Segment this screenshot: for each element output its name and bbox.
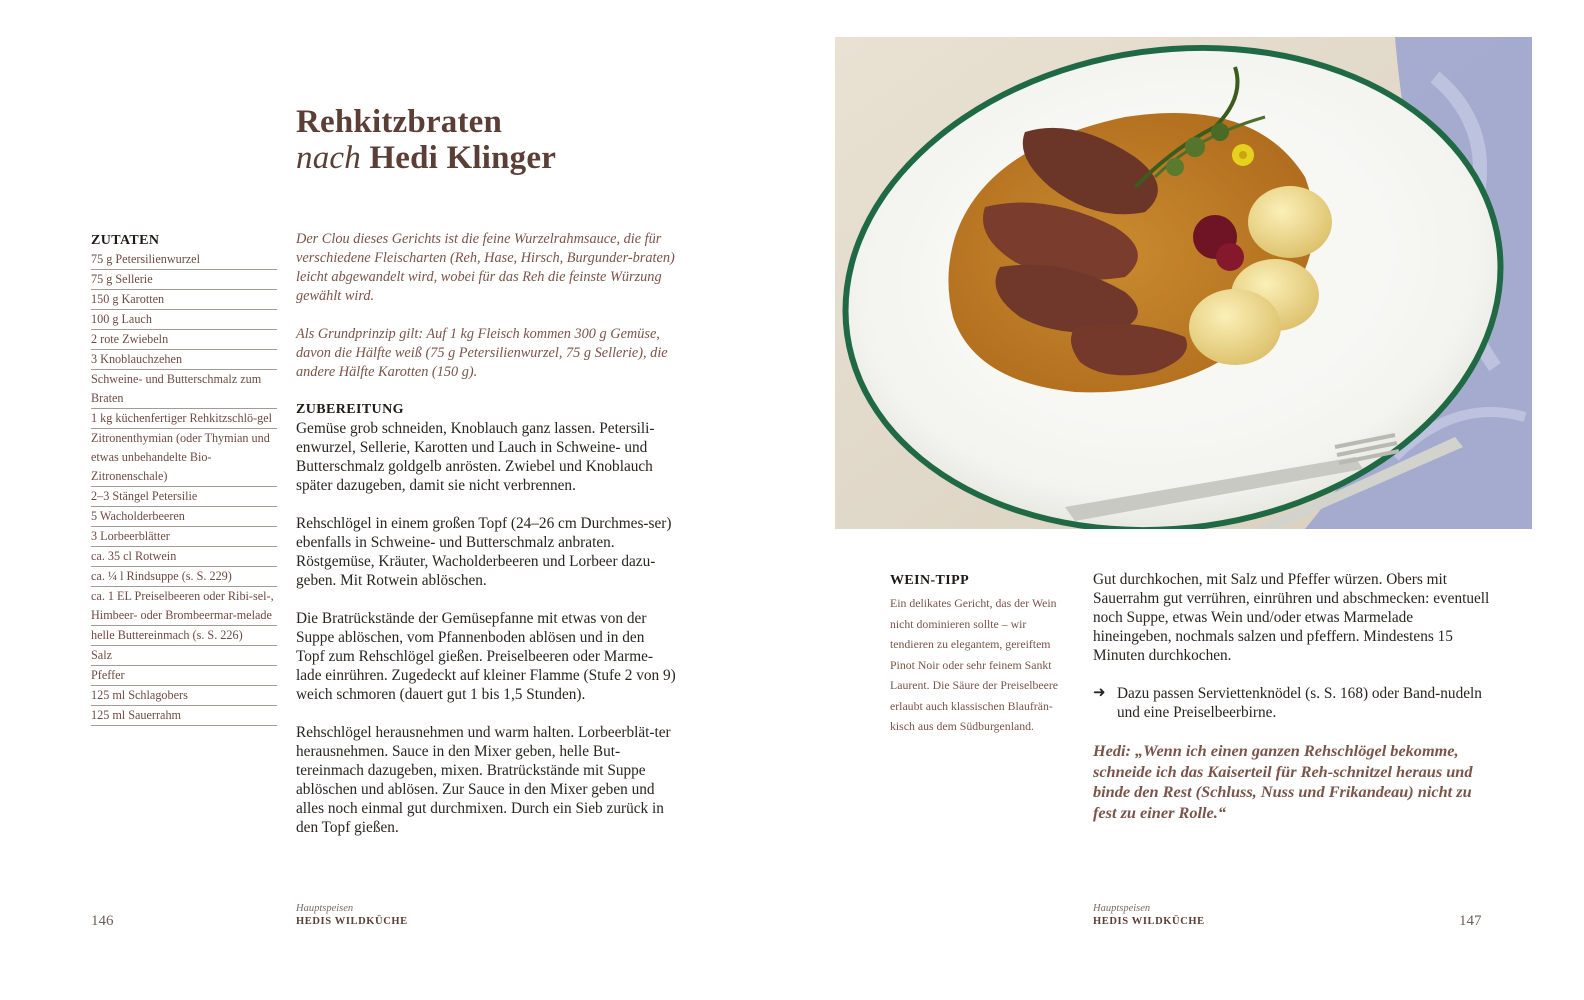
wine-tip-section — [890, 572, 1070, 737]
wine-tip-heading: WEIN-TIPP — [890, 573, 970, 588]
preparation-paragraph: Rehschlögel herausnehmen und warm halten. Lorbeerblät-ter herausnehmen. Sauce in den Mixer geben, helle But-tereinmach dazugeben, mixen. Bratrückstände mit Suppe ablöschen und ablösen. Zur Sauce in den Mixer geben und alles noch einmal gut durchmixen. Durch ein Sieb zurück in den Topf gießen. — [296, 724, 671, 836]
ingredient-item: 5 Wacholderbeeren — [91, 507, 277, 527]
ingredient-item: 2 rote Zwiebeln — [91, 330, 277, 350]
ingredient-item: ca. 1 EL Preiselbeeren oder Ribi-sel-, Himbeer- oder Brombeermar-melade — [91, 587, 277, 626]
dish-photo-illustration — [835, 37, 1532, 529]
ingredients-heading: ZUTATEN — [91, 233, 160, 248]
recipe-main-column — [296, 230, 676, 856]
ingredient-item: helle Buttereinmach (s. S. 226) — [91, 626, 277, 646]
serving-tip-text: Dazu passen Serviettenknödel (s. S. 168) oder Band-nudeln und eine Preiselbeerbirne. — [1117, 685, 1482, 721]
ingredient-item: 2–3 Stängel Petersilie — [91, 487, 277, 507]
arrow-right-icon: ➜ — [1093, 685, 1106, 701]
footer-left — [296, 903, 408, 928]
title-line-1: Rehkitzbraten — [296, 104, 503, 140]
ingredient-item: Zitronenthymian (oder Thymian und etwas unbehandelte Bio-Zitronenschale) — [91, 429, 277, 487]
preparation-paragraph: Rehschlögel in einem großen Topf (24–26 cm Durchmes-ser) ebenfalls in Schweine- und Butterschmalz anbraten. Röstgemüse, Kräuter, Wacholderbeeren und Lorbeer dazu-geben. Mit Rotwein ablöschen. — [296, 515, 672, 589]
title-line-2 — [296, 140, 776, 176]
title-italic-word: nach — [296, 140, 361, 176]
footer-book-title: HEDIS WILDKÜCHE — [1093, 916, 1205, 927]
page-number-left: 146 — [91, 913, 114, 929]
ingredient-item: 100 g Lauch — [91, 310, 277, 330]
footer-right — [1093, 903, 1205, 928]
wine-tip-text: Ein delikates Gericht, das der Wein nicht dominieren sollte – wir tendieren zu elegantem, gereiftem Pinot Noir oder sehr feinem Sankt Laurent. Die Säure der Preiselbeere erlaubt auch klassischen Blaufrän-kisch aus dem Südburgenland. — [890, 596, 1059, 733]
ingredient-item: ca. 35 cl Rotwein — [91, 547, 277, 567]
ingredient-item: 125 ml Sauerrahm — [91, 706, 277, 726]
footer-category: Hauptspeisen — [296, 903, 354, 914]
preparation-heading: ZUBEREITUNG — [296, 402, 404, 417]
ingredient-item: 75 g Sellerie — [91, 270, 277, 290]
intro-paragraph: Der Clou dieses Gerichts ist die feine Wurzelrahmsauce, die für verschiedene Fleischarten (Reh, Hase, Hirsch, Burgunder-braten) leicht abgewandelt wird, wobei für das Reh die feinste Würzung gewählt wird. — [296, 231, 675, 304]
title-name: Hedi Klinger — [369, 140, 557, 176]
intro-paragraph: Als Grundprinzip gilt: Auf 1 kg Fleisch kommen 300 g Gemüse, davon die Hälfte weiß (75 g Petersilienwurzel, 75 g Sellerie), die andere Hälfte Karotten (150 g). — [296, 326, 668, 380]
ingredient-item: Pfeffer — [91, 666, 277, 686]
ingredient-item: 1 kg küchenfertiger Rehkitzschlö-gel — [91, 409, 277, 429]
ingredient-item: ca. ¼ l Rindsuppe (s. S. 229) — [91, 567, 277, 587]
footer-category: Hauptspeisen — [1093, 903, 1151, 914]
ingredient-item: Schweine- und Butterschmalz zum Braten — [91, 370, 277, 409]
hedi-quote: Hedi: „Wenn ich einen ganzen Rehschlögel bekomme, schneide ich das Kaiserteil für Reh-schnitzel heraus und binde den Rest (Schluss, Nuss und Frikandeau) nicht zu fest zu einer Rolle.“ — [1093, 741, 1473, 822]
footer-book-title: HEDIS WILDKÜCHE — [296, 916, 408, 927]
ingredients-section — [91, 232, 277, 726]
ingredient-item: Salz — [91, 646, 277, 666]
ingredient-item: 3 Knoblauchzehen — [91, 350, 277, 370]
ingredients-list — [91, 250, 277, 726]
recipe-title — [296, 104, 776, 176]
ingredient-item: 125 ml Schlagobers — [91, 686, 277, 706]
ingredient-item: 75 g Petersilienwurzel — [91, 250, 277, 270]
recipe-continued-column — [1093, 570, 1493, 823]
serving-tip — [1093, 684, 1493, 722]
preparation-paragraph: Gemüse grob schneiden, Knoblauch ganz lassen. Petersili-enwurzel, Sellerie, Karotten und Lauch in Schweine- und Butterschmalz goldgelb anrösten. Zwiebel und Knoblauch später dazugeben, damit sie nicht verbrennen. — [296, 420, 655, 494]
dish-photo — [835, 37, 1532, 529]
preparation-continued: Gut durchkochen, mit Salz und Pfeffer würzen. Obers mit Sauerrahm gut verrühren, einrühren und abschmecken: eventuell noch Suppe, etwas Wein und/oder etwas Marmelade hineingeben, nochmals salzen und pfeffern. Mindestens 15 Minuten durchkochen. — [1093, 571, 1490, 664]
preparation-paragraph: Die Bratrückstände der Gemüsepfanne mit etwas von der Suppe ablöschen, vom Pfannenboden ablösen und in den Topf zum Rehschlögel gießen. Preiselbeeren oder Marme-lade einrühren. Zugedeckt auf kleiner Flamme (Stufe 2 von 9) weich schmoren (dauert gut 1 bis 1,5 Stunden). — [296, 610, 676, 703]
page-number-right: 147 — [1459, 913, 1482, 929]
ingredient-item: 150 g Karotten — [91, 290, 277, 310]
ingredient-item: 3 Lorbeerblätter — [91, 527, 277, 547]
